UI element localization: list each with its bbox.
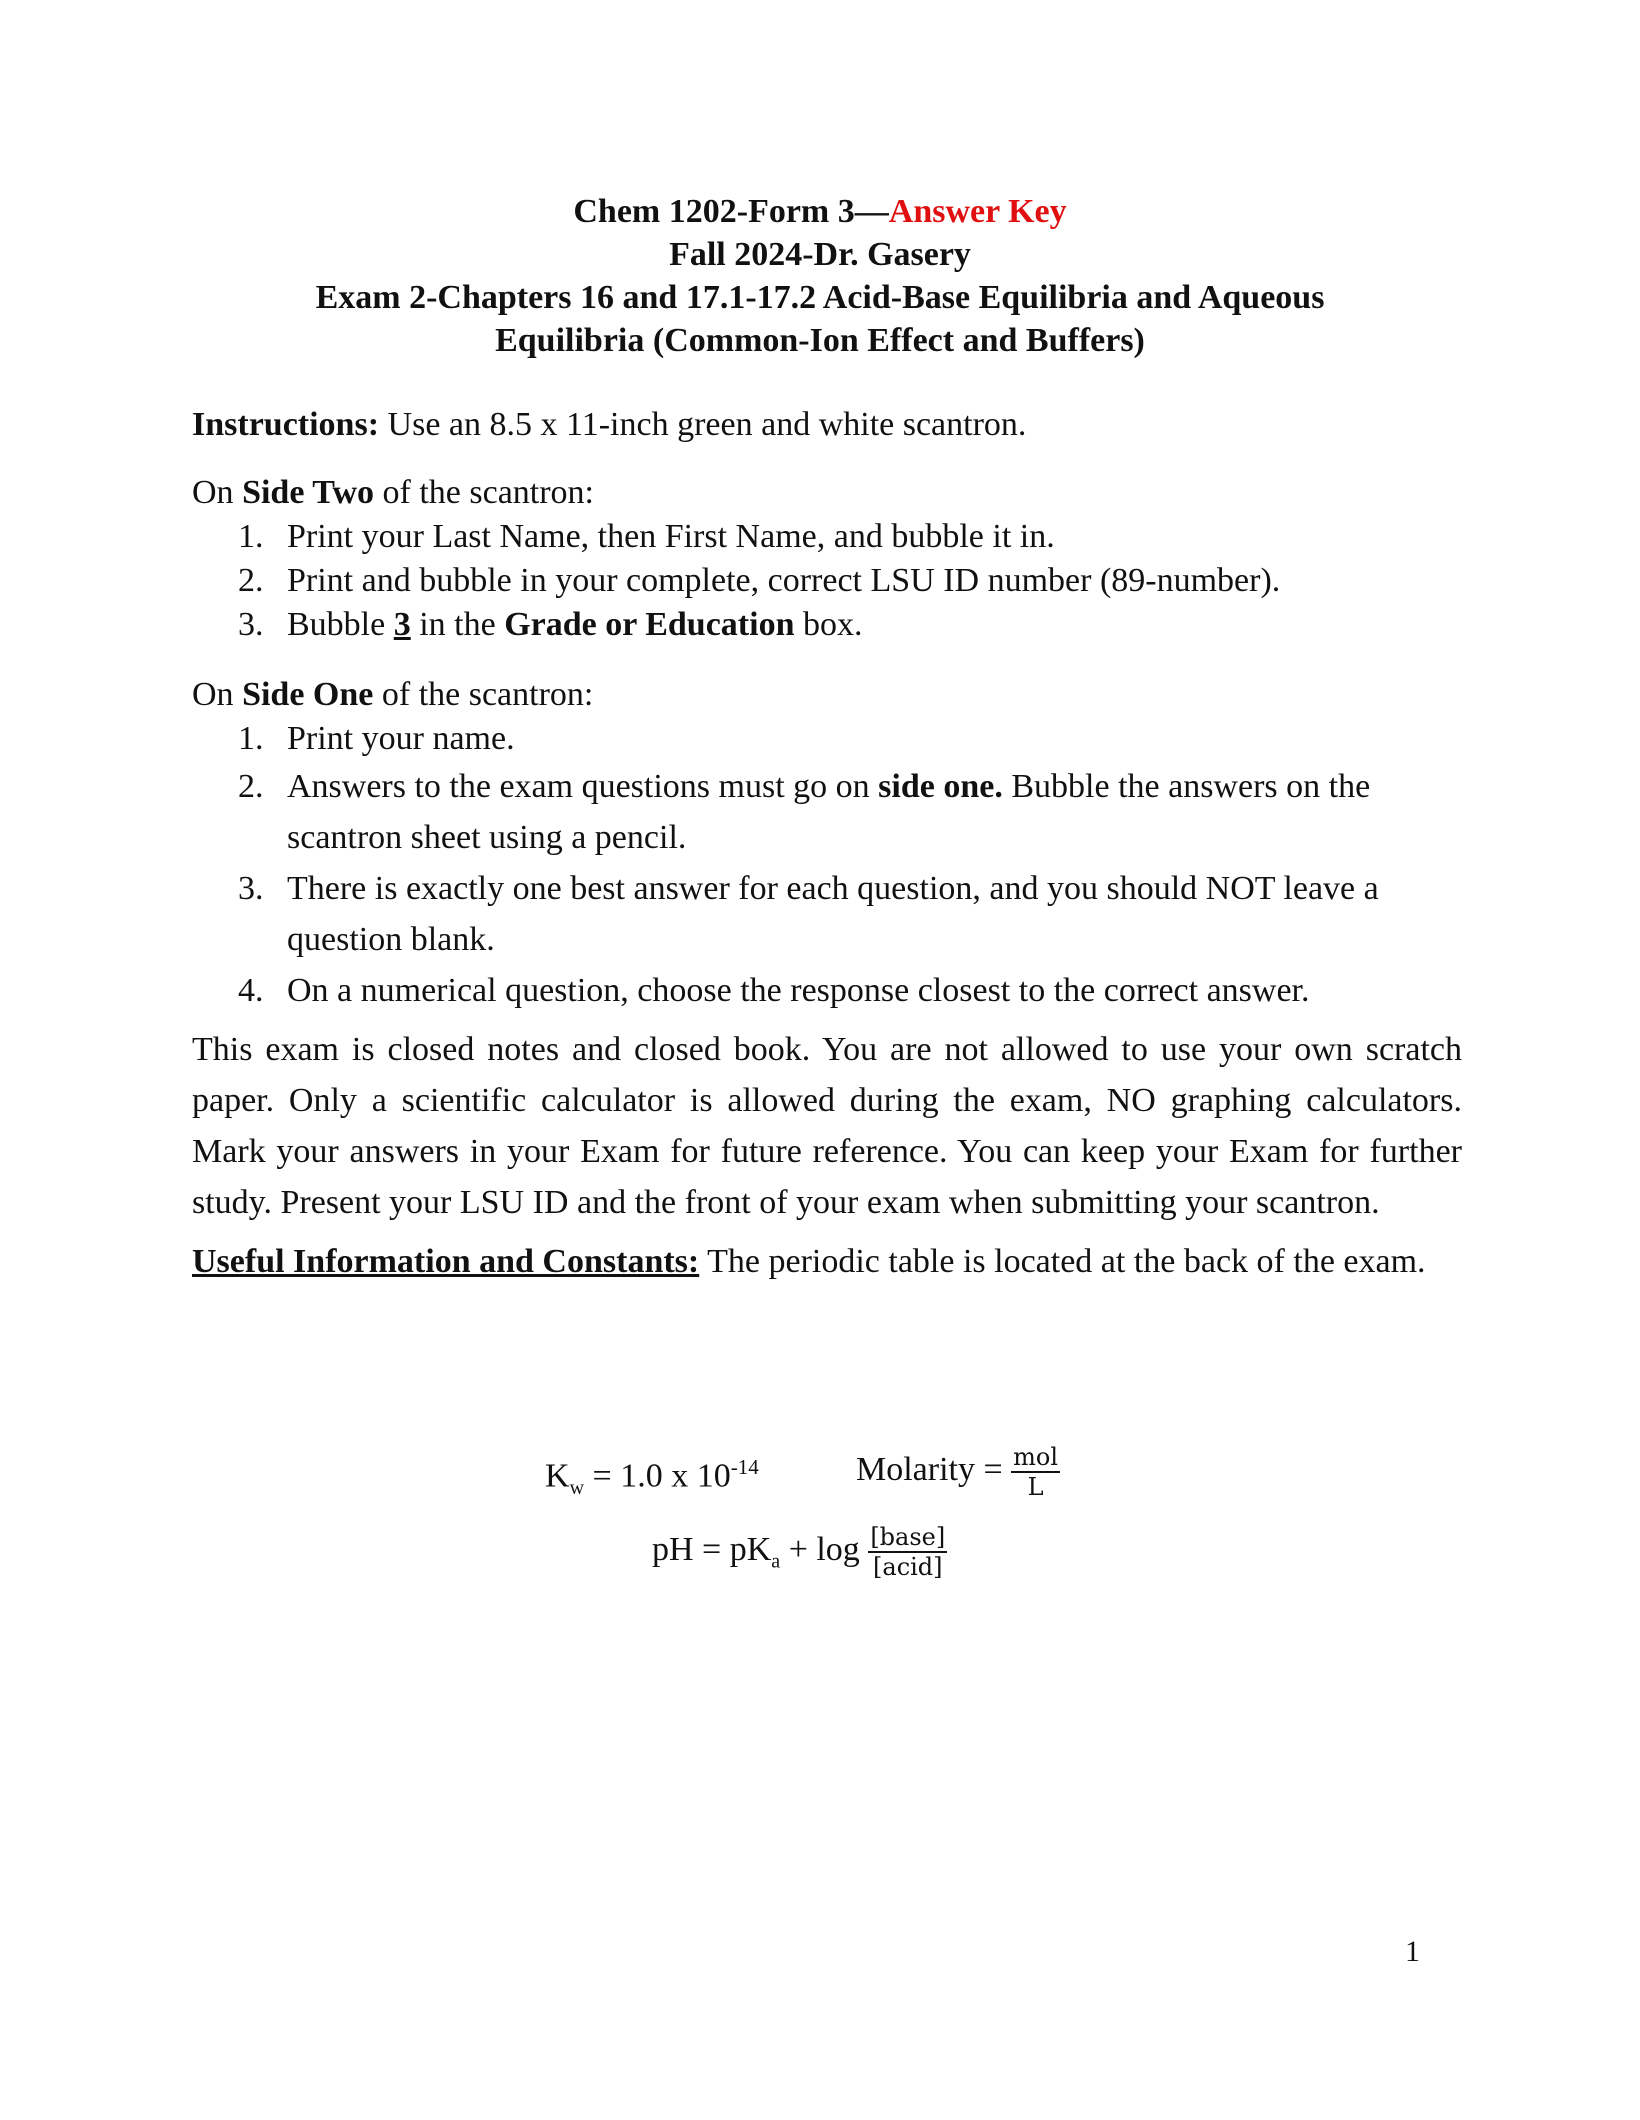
henderson-hasselbalch-formula: pH = $pK_a + \log$ $\frac{\text{[base]}}{\text{[acid]}}$ [652,1523,946,1581]
answer-key-label: Answer Key [888,193,1067,230]
molarity-fraction: $\frac{\text{mol}}{L}$ [1013,1443,1059,1501]
page-number: 1 [1405,1935,1420,1968]
base-acid-fraction: $\frac{\text{[base]}}{\text{[acid]}}$ [870,1523,946,1581]
list-item: 1. Print your Last Name, then First Name, and bubble it in. [238,518,1055,555]
grade-bubble-number: 3 [393,606,411,643]
header-term-line: Fall 2024-Dr. Gasery [669,236,971,273]
header-exam-line: Exam 2-Chapters 16 and 17.1-17.2 Acid-Base Equilibria and Aqueous [315,279,1325,316]
exam-header [0,190,1640,362]
list-item: 2. Answers to the exam questions must go on side one. Bubble the answers on the scantron sheet using a pencil. [238,768,1371,856]
kw-formula: $K_w = 1.0$ x $10^{-14}$ [545,1455,759,1500]
list-item: 4. On a numerical question, choose the response closest to the correct answer. [238,972,1310,1009]
side-two-list [192,515,1462,647]
side-one-list [192,717,1462,1016]
list-item: 1. Print your name. [238,720,515,757]
header-title-line: Chem 1202-Form 3—Answer Key [573,193,1067,230]
instructions-section [192,403,1462,1287]
list-item: 3. There is exactly one best answer for each question, and you should NOT leave a question blank. [238,870,1379,958]
side-one-heading: On Side One of the scantron: [192,676,594,713]
list-item: 2. Print and bubble in your complete, correct LSU ID number (89-number). [238,562,1281,599]
useful-info-paragraph: Useful Information and Constants: The periodic table is located at the back of the exam. [192,1243,1426,1280]
instructions-paragraph: Instructions: Use an 8.5 x 11-inch green and white scantron. [192,406,1027,443]
header-topic-line: Equilibria (Common-Ion Effect and Buffers) [495,322,1145,359]
exam-rules-paragraph: This exam is closed notes and closed book. You are not allowed to use your own scratch paper. Only a scientific calculator is allowed during the exam, NO graphing calculators. Mark your answers in your Exam for future reference. You can keep your Exam for further study. Present your LSU ID and the front of your exam when submitting your scantron. [192,1031,1462,1221]
list-item: 3. Bubble 3 in the Grade or Education box. [238,606,863,643]
side-two-heading: On Side Two of the scantron: [192,474,595,511]
molarity-formula: Molarity = $\frac{\text{mol}}{L}$ [856,1443,1059,1501]
